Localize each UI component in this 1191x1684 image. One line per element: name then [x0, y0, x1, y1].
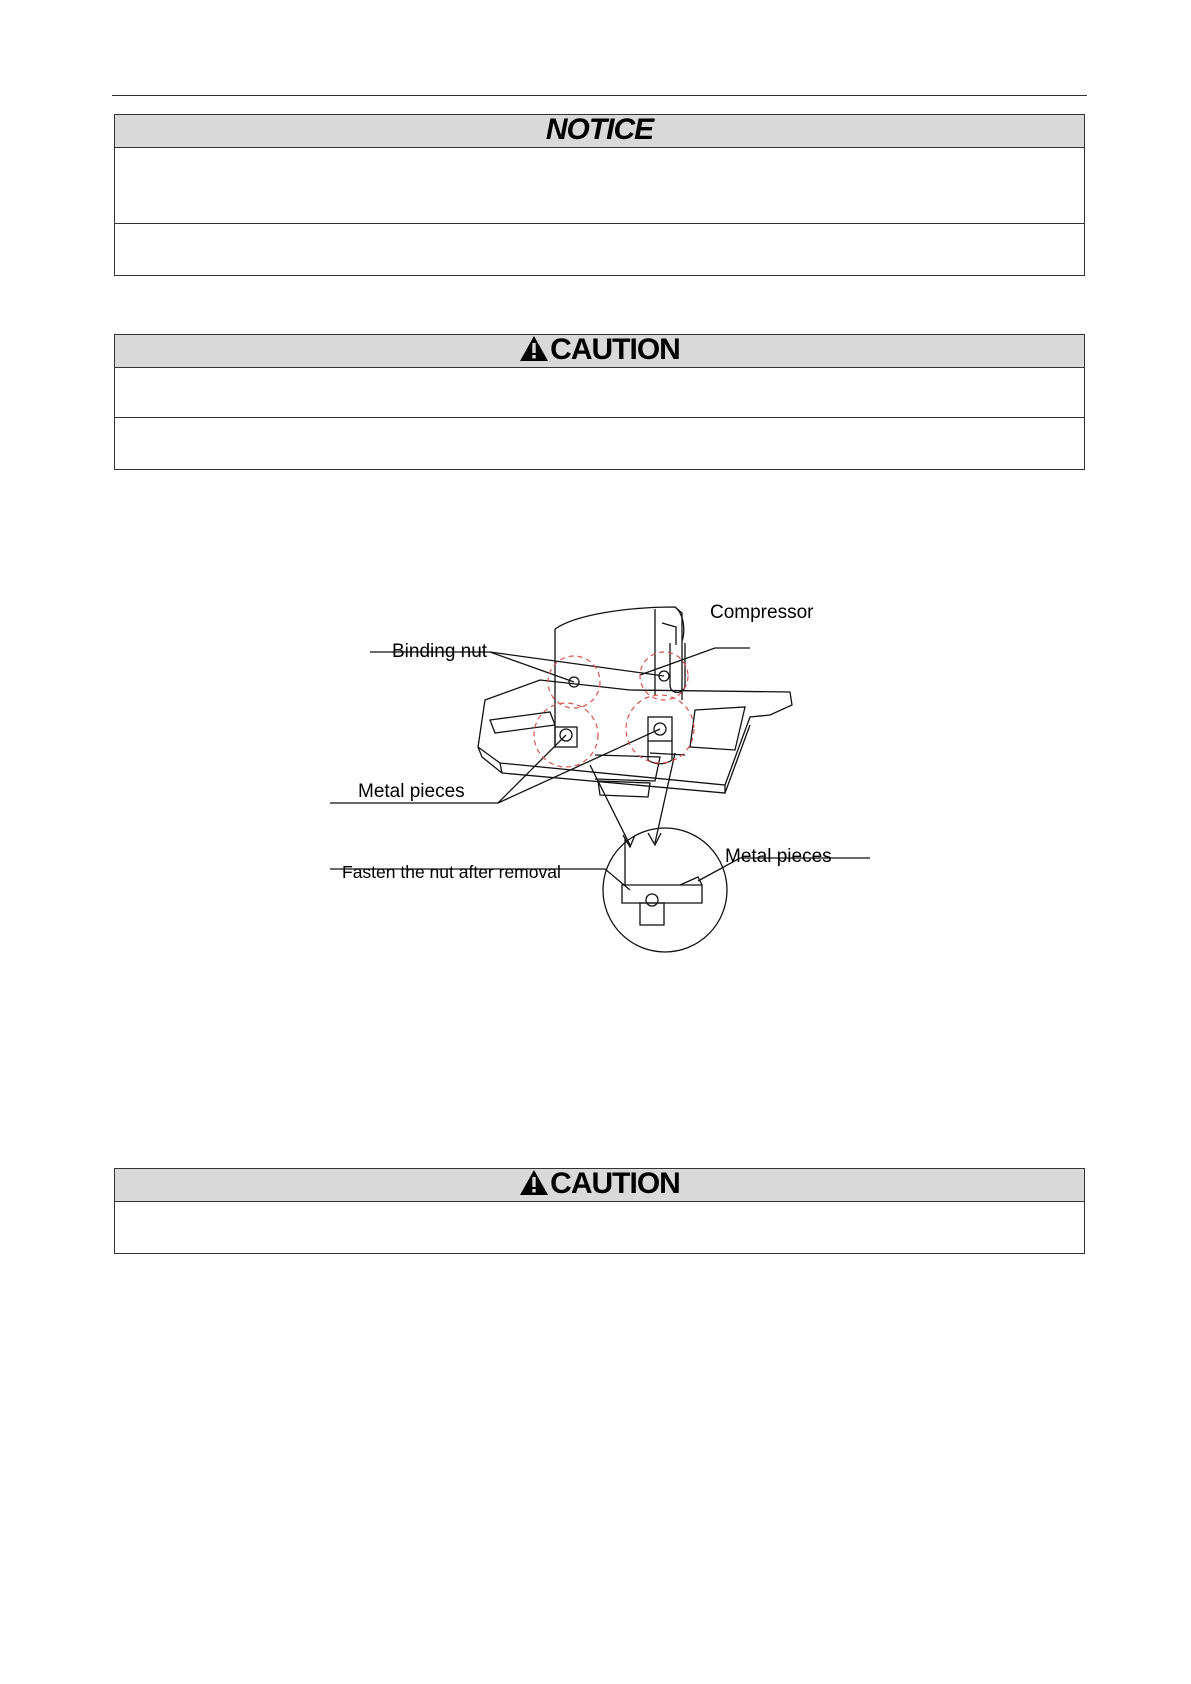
- notice-row-1: [115, 148, 1084, 224]
- notice-row-2: [115, 224, 1084, 275]
- label-metal-pieces-right: Metal pieces: [725, 846, 832, 867]
- compressor-figure: [330, 585, 870, 955]
- label-compressor: Compressor: [710, 602, 814, 623]
- caution-box-2: [114, 1168, 1085, 1254]
- caution-1-row-2: [115, 418, 1084, 469]
- caution-title-1: [115, 335, 1084, 368]
- caution-title-2: [115, 1169, 1084, 1202]
- label-binding-nut: Binding nut: [392, 641, 488, 662]
- caution-title-text-2: CAUTION: [550, 1167, 680, 1200]
- label-metal-pieces-left: Metal pieces: [358, 781, 465, 802]
- header-rule: [112, 95, 1087, 96]
- notice-title: NOTICE: [115, 115, 1084, 148]
- label-fasten-nut: Fasten the nut after removal: [342, 862, 561, 882]
- caution-title-text-1: CAUTION: [550, 333, 680, 366]
- caution-1-row-1: [115, 368, 1084, 418]
- caution-2-row-1: [115, 1202, 1084, 1253]
- warning-icon: [519, 1169, 549, 1196]
- notice-box: [114, 114, 1085, 276]
- caution-box-1: [114, 334, 1085, 470]
- warning-icon: [519, 335, 549, 362]
